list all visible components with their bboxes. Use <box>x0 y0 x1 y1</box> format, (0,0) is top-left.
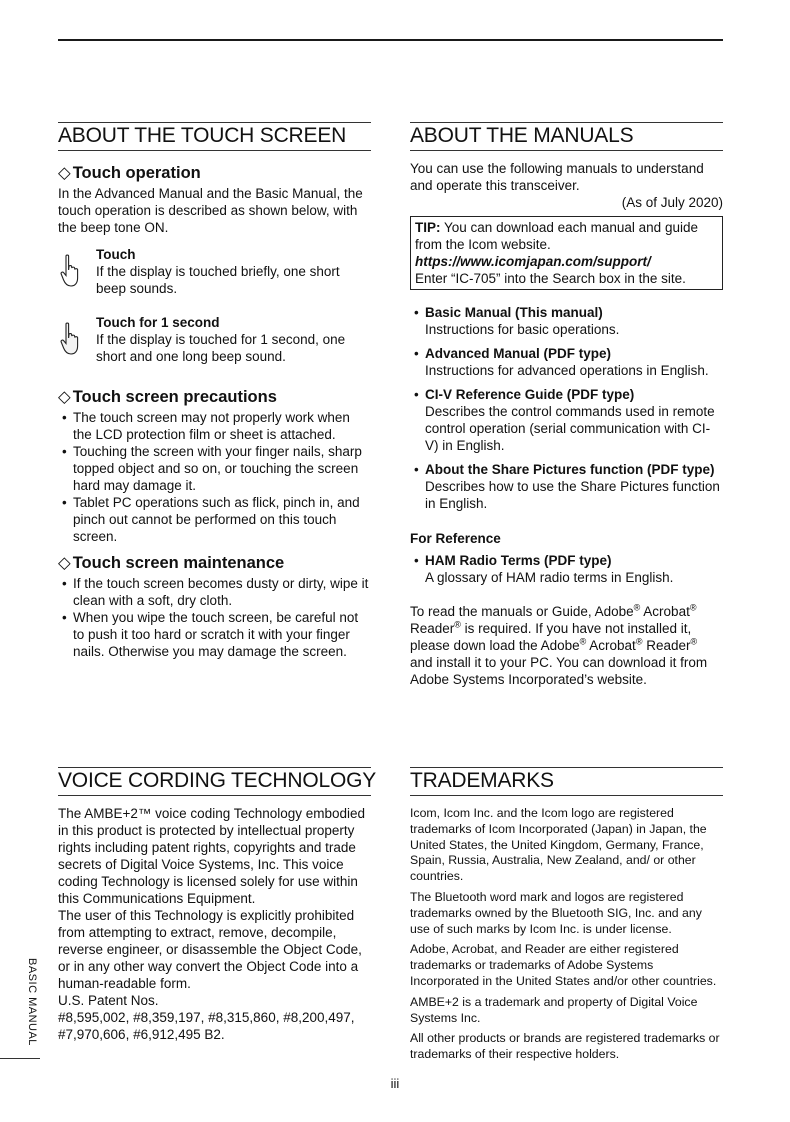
touch-hold-item <box>58 314 371 365</box>
list-item: • Basic Manual (This manual) Instructions for basic operations. <box>410 304 723 338</box>
manuals-section <box>410 122 723 688</box>
touch-item <box>58 246 371 297</box>
tip-box <box>410 216 723 290</box>
as-of-date: (As of July 2020) <box>621 195 723 210</box>
top-rule <box>58 39 723 41</box>
maintenance-list <box>58 575 371 660</box>
voice-section <box>58 767 377 1043</box>
trademark-paragraph: The Bluetooth word mark and logos are registered trademarks owned by the Bluetooth SIG, Inc. and any use of such marks by Icom Inc. is under license. <box>410 889 702 936</box>
side-label: BASIC MANUAL <box>26 958 38 1046</box>
finger-touch-icon <box>60 254 82 288</box>
manuals-list <box>410 304 723 512</box>
diamond-icon: ◇ <box>58 388 71 406</box>
list-item: • If the touch screen becomes dusty or dirty, wipe it clean with a soft, dry cloth. <box>58 575 371 609</box>
manuals-intro: You can use the following manuals to understand and operate this transceiver. <box>410 161 704 193</box>
list-item: • Touching the screen with your finger nails, sharp topped object and so on, or touching the screen hard may damage it. <box>58 443 371 494</box>
patents-label: U.S. Patent Nos. <box>58 993 159 1008</box>
precautions-heading: ◇ Touch screen precautions <box>58 388 277 406</box>
page-number: iii <box>390 1076 400 1091</box>
list-item: • HAM Radio Terms (PDF type) A glossary of HAM radio terms in English. <box>410 552 723 586</box>
touch-hold-desc: If the display is touched for 1 second, one short and one long beep sound. <box>96 332 346 364</box>
maintenance-heading: ◇ Touch screen maintenance <box>58 554 285 572</box>
reference-list <box>410 552 723 586</box>
touch-screen-section <box>58 122 371 660</box>
trademarks-title: TRADEMARKS <box>410 767 723 796</box>
voice-body: The AMBE+2™ voice coding Technology embodied in this product is protected by intellectual property rights including patent rights, copyrights and trade secrets of Digital Voice Systems, Inc. This voice coding Technology is licensed solely for use within this Communications Equipment. <box>58 806 366 906</box>
touch-screen-title: ABOUT THE TOUCH SCREEN <box>58 122 371 151</box>
touch-operation-heading: ◇ Touch operation <box>58 164 201 182</box>
for-reference-heading: For Reference <box>410 531 501 546</box>
precautions-list <box>58 409 371 545</box>
touch-desc: If the display is touched briefly, one short beep sounds. <box>96 264 340 296</box>
diamond-icon: ◇ <box>58 164 71 182</box>
patents-list: #8,595,002, #8,359,197, #8,315,860, #8,200,497, #7,970,606, #6,912,495 B2. <box>58 1010 355 1042</box>
list-item: • CI-V Reference Guide (PDF type) Describes the control commands used in remote control operation (serial communication with CI-V) in English. <box>410 386 723 454</box>
touch-title: Touch <box>96 247 136 262</box>
trademark-paragraph: Adobe, Acrobat, and Reader are either registered trademarks or trademarks of Adobe Systems Incorporated in the United States and/or other countries. <box>410 942 717 988</box>
diamond-icon: ◇ <box>58 554 71 572</box>
voice-title: VOICE CORDING TECHNOLOGY <box>58 767 371 796</box>
support-link[interactable]: https://www.icomjapan.com/support/ <box>415 254 651 269</box>
tip-text: TIP: You can download each manual and guide from the Icom website. <box>415 220 698 252</box>
trademarks-section <box>410 767 723 1063</box>
list-item: • The touch screen may not properly work when the LCD protection film or sheet is attached. <box>58 409 371 443</box>
side-rule <box>0 1058 40 1059</box>
trademark-paragraph: AMBE+2 is a trademark and property of Digital Voice Systems Inc. <box>410 994 698 1025</box>
list-item: • Tablet PC operations such as flick, pinch in, and pinch out cannot be performed on this touch screen. <box>58 494 371 545</box>
trademark-paragraph: All other products or brands are registered trademarks or trademarks of their respective holders. <box>410 1031 720 1062</box>
touch-hold-title: Touch for 1 second <box>96 315 220 330</box>
trademark-paragraph: Icom, Icom Inc. and the Icom logo are registered trademarks of Icom Incorporated (Japan) in Japan, the United States, the United Kingdom, Germany, France, Spain, Russia, Australia, New Zealand, and/ or other countries. <box>410 806 707 884</box>
list-item: • About the Share Pictures function (PDF type) Describes how to use the Share Pictures function in English. <box>410 461 723 512</box>
list-item: • Advanced Manual (PDF type) Instructions for advanced operations in English. <box>410 345 723 379</box>
manuals-title: ABOUT THE MANUALS <box>410 122 723 151</box>
voice-body-2: The user of this Technology is explicitly prohibited from attempting to extract, remove, decompile, reverse engineer, or disassemble the Object Code, or in any other way convert the Object Code into a human-readable form. <box>58 908 362 991</box>
list-item: • When you wipe the touch screen, be careful not to push it too hard or scratch it with your finger nails. Otherwise you may damage the screen. <box>58 609 371 660</box>
tip-search: Enter “IC-705” into the Search box in the site. <box>415 271 686 286</box>
adobe-note: To read the manuals or Guide, Adobe® Acrobat® Reader® is required. If you have not installed it, please down load the Adobe® Acrobat® Reader® and install it to your PC. You can download it from Adobe Systems Incorporated’s website. <box>410 602 708 687</box>
finger-hold-icon <box>60 322 82 356</box>
touch-operation-intro: In the Advanced Manual and the Basic Manual, the touch operation is described as shown below, with the beep tone ON. <box>58 186 363 235</box>
